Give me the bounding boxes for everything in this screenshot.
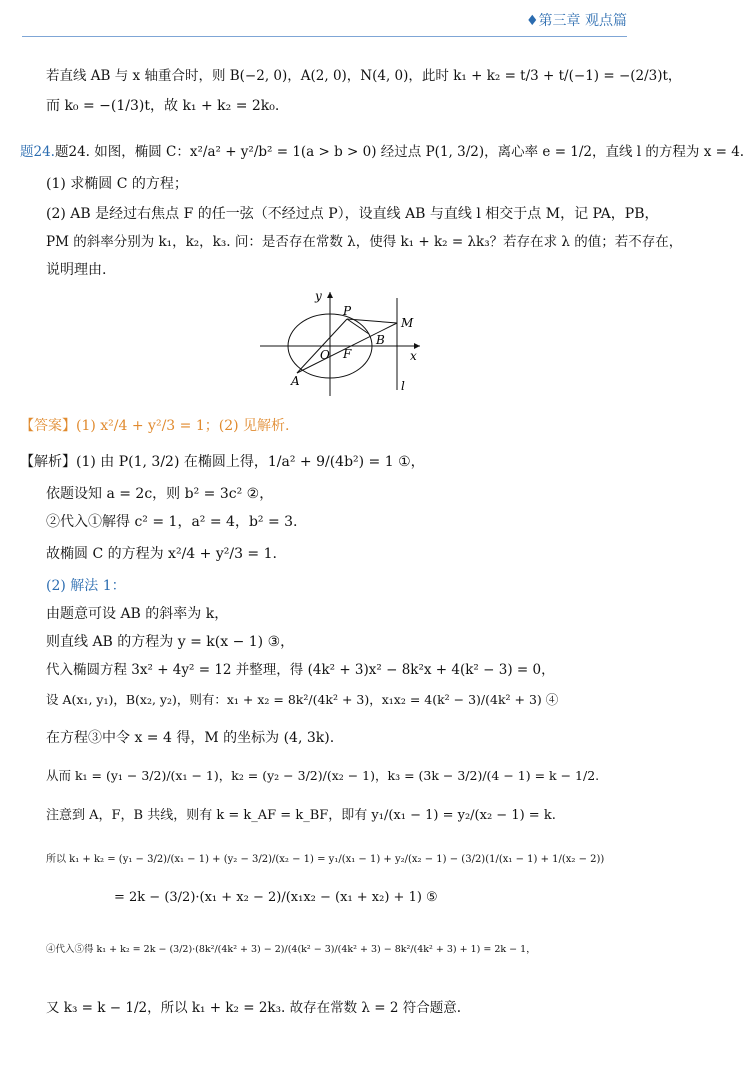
- page-header: [0, 0, 671, 38]
- label-p: P: [343, 304, 352, 318]
- analysis-text-1: 【解析】(1) 由 P(1, 3/2) 在椭圆上得，1/a² + 9/(4b²) = 1 ①，: [20, 454, 425, 470]
- chapter-title: ♦第三章 观点篇: [525, 13, 627, 29]
- analysis-line-3: ②代入①解得 c² = 1，a² = 4，b² = 3.: [46, 514, 298, 530]
- analysis-line-9: 设 A(x₁, y₁)，B(x₂, y₂)，则有：x₁ + x₂ = 8k²/(4k² + 3)，x₁x₂ = 4(k² − 3)/(4k² + 3) ④: [46, 692, 559, 707]
- method-1-label: (2) 解法 1：: [46, 578, 126, 594]
- ellipse-figure: [255, 288, 425, 398]
- answer-text: 【答案】(1) x²/4 + y²/3 = 1；(2) 见解析.: [20, 418, 290, 434]
- problem-part-2-line-1: (2) AB 是经过右焦点 F 的任一弦（不经过点 P），设直线 AB 与直线 l 相交于点 M，记 PA，PB，: [46, 206, 659, 222]
- label-b: B: [376, 333, 385, 347]
- analysis-line-16: 又 k₃ = k − 1/2，所以 k₁ + k₂ = 2k₃. 故存在常数 λ = 2 符合题意.: [46, 1000, 462, 1016]
- label-y: y: [315, 289, 322, 303]
- label-m: M: [401, 316, 414, 330]
- label-a: A: [291, 374, 300, 388]
- analysis-line-8: 代入椭圆方程 3x² + 4y² = 12 并整理，得 (4k² + 3)x² − 8k²x + 4(k² − 3) = 0，: [46, 662, 555, 678]
- text-line-2: 而 k₀ = −(1/3)t，故 k₁ + k₂ = 2k₀.: [46, 98, 280, 114]
- answer-line: [20, 416, 289, 436]
- text-line-1: 若直线 AB 与 x 轴重合时，则 B(−2, 0)，A(2, 0)，N(4, 0)，此时 k₁ + k₂ = t/3 + t/(−1) = −(2/3)t，: [46, 68, 682, 84]
- problem-part-2-line-2: PM 的斜率分别为 k₁，k₂，k₃. 问：是否存在常数 λ，使得 k₁ + k₂ = λk₃？若存在求 λ 的值；若不存在，: [46, 234, 683, 250]
- segment-pm: [347, 319, 397, 323]
- problem-label: 题24.: [20, 144, 55, 160]
- analysis-line-10: 在方程③中令 x = 4 得，M 的坐标为 (4, 3k).: [46, 730, 335, 746]
- header-rule: [22, 36, 627, 37]
- label-x: x: [410, 349, 417, 363]
- analysis-line-1: [20, 452, 425, 472]
- analysis-line-11: 从而 k₁ = (y₁ − 3/2)/(x₁ − 1)，k₂ = (y₂ − 3/2)/(x₂ − 1)，k₃ = (3k − 3/2)/(4 − 1) = k − 1/2.: [46, 768, 600, 783]
- y-axis-arrow: [327, 292, 333, 298]
- analysis-line-14: = 2k − (3/2)·(x₁ + x₂ − 2)/(x₁x₂ − (x₁ + x₂) + 1) ⑤: [114, 890, 438, 905]
- analysis-line-13: 所以 k₁ + k₂ = (y₁ − 3/2)/(x₁ − 1) + (y₂ − 3/2)/(x₂ − 1) = y₁/(x₁ − 1) + y₂/(x₂ − 1) − (3/2)(1/(x₁ − 1) + 1/(x₂ − 2)): [46, 854, 605, 865]
- method-1-heading: [46, 576, 126, 596]
- problem-part-2-line-3: 说明理由.: [46, 262, 107, 278]
- problem-24-statement: [20, 142, 744, 162]
- analysis-line-12: 注意到 A，F，B 共线，则有 k = k_AF = k_BF，即有 y₁/(x₁ − 1) = y₂/(x₂ − 1) = k.: [46, 808, 556, 823]
- analysis-line-7: 则直线 AB 的方程为 y = k(x − 1) ③，: [46, 634, 295, 650]
- analysis-line-6: 由题意可设 AB 的斜率为 k，: [46, 606, 229, 622]
- problem-text: 题24. 如图，椭圆 C：x²/a² + y²/b² = 1(a > b > 0) 经过点 P(1, 3/2)，离心率 e = 1/2，直线 l 的方程为 x = 4.: [54, 144, 744, 160]
- label-o: O: [320, 348, 330, 362]
- problem-part-1: (1) 求椭圆 C 的方程；: [46, 176, 188, 192]
- analysis-line-2: 依题设知 a = 2c，则 b² = 3c² ②，: [46, 486, 274, 502]
- analysis-line-4: 故椭圆 C 的方程为 x²/4 + y²/3 = 1.: [46, 546, 277, 562]
- analysis-line-15: ④代入⑤得 k₁ + k₂ = 2k − (3/2)·(8k²/(4k² + 3) − 2)/(4(k² − 3)/(4k² + 3) − 8k²/(4k² + 3) + 1) = 2k − 1，: [46, 944, 536, 955]
- label-f: F: [343, 347, 352, 361]
- label-l: l: [401, 379, 405, 393]
- segment-pb: [347, 319, 369, 334]
